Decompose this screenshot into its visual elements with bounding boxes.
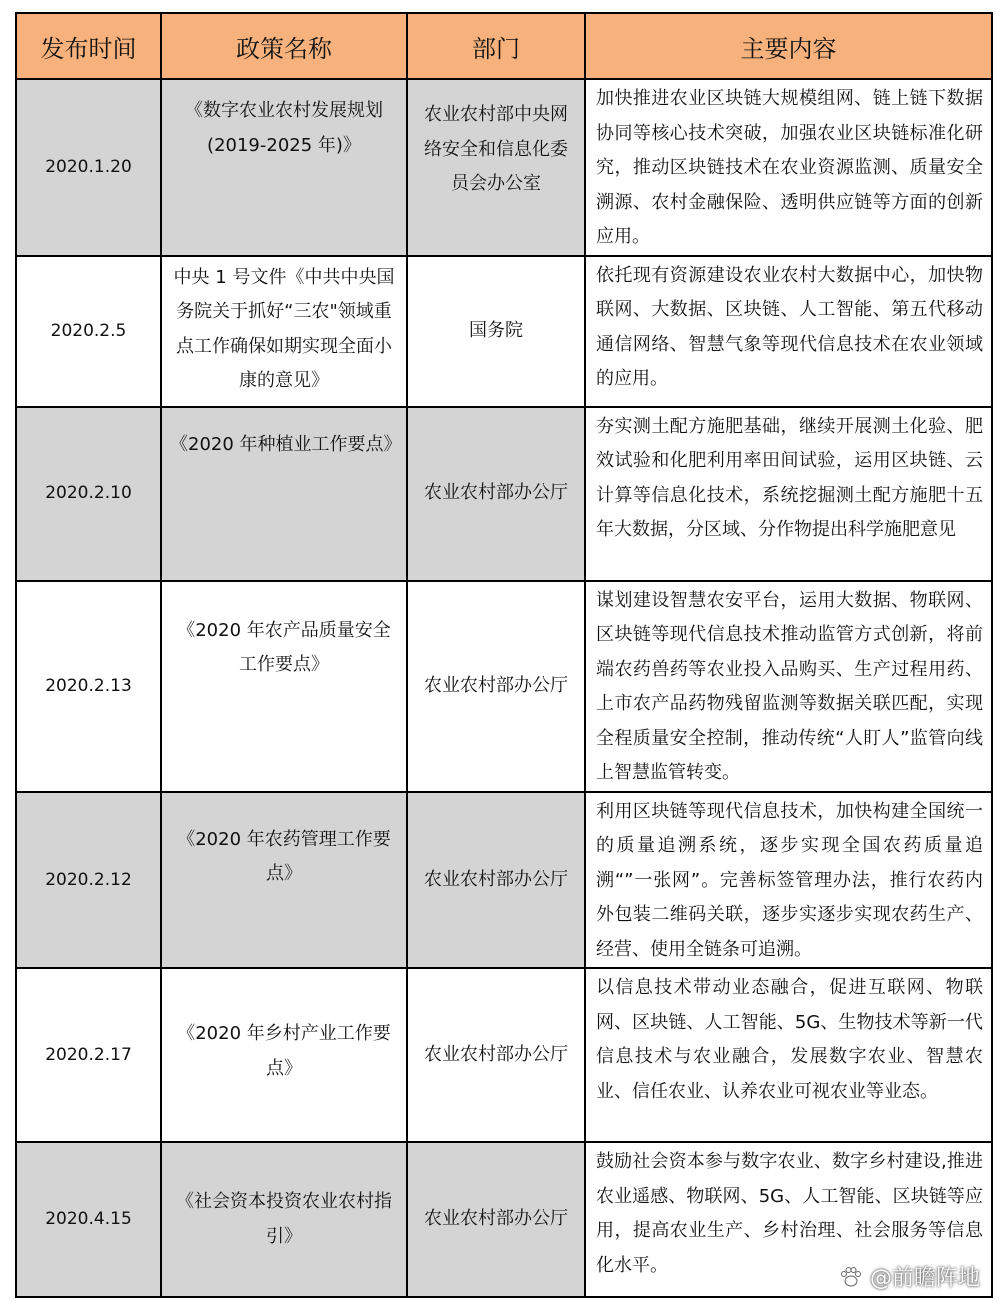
- date-cell: 2020.2.12: [16, 792, 161, 969]
- content-cell: 谋划建设智慧农安平台，运用大数据、物联网、区块链等现代信息技术推动监管方式创新，将前端农药兽药等农业投入品购买、生产过程用药、上市农产品药物残留监测等数据关联匹配，实现全程质量安全控制，推动传统“人盯人”监管向线上智慧监管转变。: [585, 581, 992, 792]
- header-date: 发布时间: [16, 13, 161, 79]
- department-cell: 农业农村部中央网络安全和信息化委员会办公室: [407, 79, 585, 256]
- header-policy-name: 政策名称: [161, 13, 407, 79]
- watermark-text: @前瞻阵地: [869, 1266, 980, 1291]
- header-department: 部门: [407, 13, 585, 79]
- department-cell: 农业农村部办公厅: [407, 968, 585, 1142]
- department-cell: 国务院: [407, 256, 585, 407]
- policy-table: [15, 12, 993, 1298]
- content-cell: 利用区块链等现代信息技术，加快构建全国统一的质量追溯系统，逐步实现全国农药质量追溯“”一张网”。完善标签管理办法，推行农药内外包装二维码关联，逐步实逐步实现农药生产、经营、使用全链条可追溯。: [585, 792, 992, 969]
- policy-name-cell: 《2020 年乡村产业工作要点》: [161, 968, 407, 1142]
- paw-icon: [838, 1264, 864, 1290]
- table-row: [16, 79, 992, 256]
- policy-name-cell: 《2020 年农药管理工作要点》: [161, 792, 407, 969]
- table-row: [16, 968, 992, 1142]
- header-content: 主要内容: [585, 13, 992, 79]
- date-cell: 2020.2.10: [16, 407, 161, 581]
- table-row: [16, 792, 992, 969]
- content-cell: 鼓励社会资本参与数字农业、数字乡村建设,推进农业遥感、物联网、5G、人工智能、区块链等应用，提高农业生产、乡村治理、社会服务等信息化水平。: [585, 1142, 992, 1297]
- date-cell: 2020.1.20: [16, 79, 161, 256]
- content-cell: 依托现有资源建设农业农村大数据中心，加快物联网、大数据、区块链、人工智能、第五代移动通信网络、智慧气象等现代信息技术在农业领域的应用。: [585, 256, 992, 407]
- table-row: [16, 407, 992, 581]
- policy-name-cell: 中央 1 号文件《中共中央国务院关于抓好“三农"领域重点工作确保如期实现全面小康的意见》: [161, 256, 407, 407]
- department-cell: 农业农村部办公厅: [407, 581, 585, 792]
- policy-name-cell: 《社会资本投资农业农村指引》: [161, 1142, 407, 1297]
- table-header-row: [16, 13, 992, 79]
- content-cell: 以信息技术带动业态融合，促进互联网、物联网、区块链、人工智能、5G、生物技术等新一代信息技术与农业融合，发展数字农业、智慧农业、信任农业、认养农业可视农业等业态。: [585, 968, 992, 1142]
- date-cell: 2020.2.13: [16, 581, 161, 792]
- table-row: [16, 256, 992, 407]
- table-row: [16, 581, 992, 792]
- policy-name-cell: 《数字农业农村发展规划(2019-2025 年)》: [161, 79, 407, 256]
- content-cell: 加快推进农业区块链大规模组网、链上链下数据协同等核心技术突破，加强农业区块链标准化研究，推动区块链技术在农业资源监测、质量安全溯源、农村金融保险、透明供应链等方面的创新应用。: [585, 79, 992, 256]
- policy-name-cell: 《2020 年农产品质量安全工作要点》: [161, 581, 407, 792]
- date-cell: 2020.4.15: [16, 1142, 161, 1297]
- department-cell: 农业农村部办公厅: [407, 1142, 585, 1297]
- date-cell: 2020.2.5: [16, 256, 161, 407]
- content-cell: 夯实测土配方施肥基础，继续开展测土化验、肥效试验和化肥利用率田间试验，运用区块链、云计算等信息化技术，系统挖掘测土配方施肥十五年大数据，分区域、分作物提出科学施肥意见: [585, 407, 992, 581]
- department-cell: 农业农村部办公厅: [407, 792, 585, 969]
- department-cell: 农业农村部办公厅: [407, 407, 585, 581]
- watermark: [838, 1261, 980, 1292]
- policy-name-cell: 《2020 年种植业工作要点》: [161, 407, 407, 581]
- date-cell: 2020.2.17: [16, 968, 161, 1142]
